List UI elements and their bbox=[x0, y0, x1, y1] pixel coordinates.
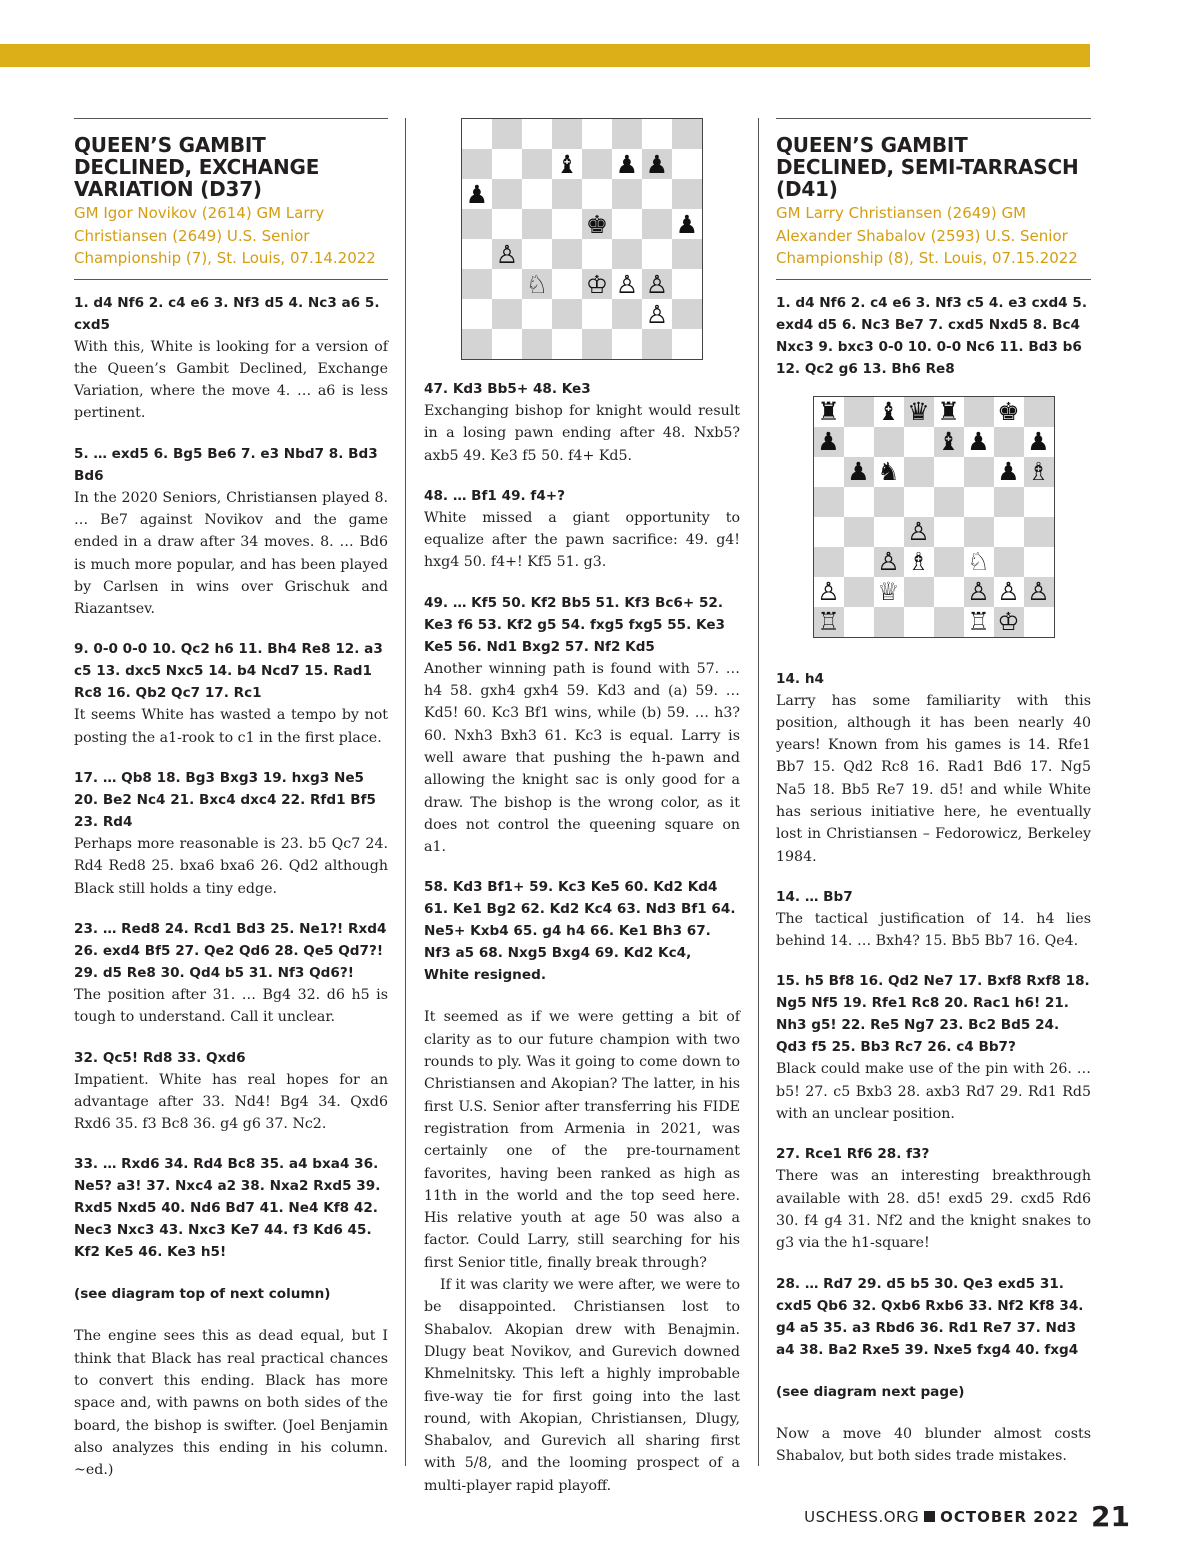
game-players: GM Igor Novikov (2614) GM Larry Christiansen (2649) U.S. Senior Championship (7), St. Louis, 07.14.2022 bbox=[74, 204, 376, 267]
chess-piece-square: ♙ bbox=[612, 269, 642, 299]
board-square bbox=[814, 487, 844, 517]
board-square bbox=[934, 607, 964, 637]
board-square bbox=[462, 239, 492, 269]
chess-piece-square: ♝ bbox=[552, 149, 582, 179]
board-square bbox=[904, 577, 934, 607]
board-square bbox=[672, 299, 702, 329]
board-square bbox=[1024, 397, 1054, 427]
move-sequence: 48. … Bf1 49. f4+? bbox=[424, 487, 566, 504]
column-2 bbox=[424, 118, 740, 1497]
board-square bbox=[642, 209, 672, 239]
move-sequence: 1. d4 Nf6 2. c4 e6 3. Nf3 c5 4. e3 cxd4 5. exd4 d5 6. Nc3 Be7 7. cxd5 Nxd5 8. Bc4 Nxc3 9. bxc3 0-0 10. 0-0 Nc6 11. Bd3 b6 12. Qc2 g6 13. Bh6 Re8 bbox=[776, 294, 1087, 377]
chess-piece-square: ♝ bbox=[874, 397, 904, 427]
chess-piece-square: ♟ bbox=[612, 149, 642, 179]
chess-piece-square: ♔ bbox=[582, 269, 612, 299]
board-square bbox=[874, 427, 904, 457]
chess-piece-square: ♚ bbox=[582, 209, 612, 239]
chess-piece-square: ♛ bbox=[904, 397, 934, 427]
board-square bbox=[1024, 547, 1054, 577]
chess-piece-square: ♘ bbox=[964, 547, 994, 577]
board-square bbox=[612, 119, 642, 149]
diagram-reference: (see diagram next page) bbox=[776, 1383, 965, 1400]
closing-note: Now a move 40 blunder almost costs Shabalov, but both sides trade mistakes. bbox=[776, 1425, 1091, 1464]
section-rule bbox=[776, 118, 1091, 119]
chess-piece-square: ♙ bbox=[642, 269, 672, 299]
board-square bbox=[844, 517, 874, 547]
footer-site: USCHESS.ORG bbox=[804, 1507, 920, 1526]
board-square bbox=[994, 517, 1024, 547]
board-square bbox=[672, 119, 702, 149]
board-square bbox=[1024, 487, 1054, 517]
board-square bbox=[934, 547, 964, 577]
board-square bbox=[552, 119, 582, 149]
move-sequence: 58. Kd3 Bf1+ 59. Kc3 Ke5 60. Kd2 Kd4 61. Ke1 Bg2 62. Kd2 Kc4 63. Nd3 Bf1 64. Ne5+ Kxb4 65. g4 h4 66. Ke1 Bh3 67. Nf3 a5 68. Nxg5 Bxg4 69. Kd2 Kc4, White resigned. bbox=[424, 879, 736, 984]
board-square bbox=[552, 269, 582, 299]
board-square bbox=[814, 457, 844, 487]
board-square bbox=[582, 149, 612, 179]
move-sequence: 1. d4 Nf6 2. c4 e6 3. Nf3 d5 4. Nc3 a6 5. cxd5 bbox=[74, 294, 380, 333]
board-square bbox=[582, 179, 612, 209]
board-square bbox=[522, 299, 552, 329]
board-square bbox=[844, 607, 874, 637]
board-square bbox=[844, 487, 874, 517]
board-square bbox=[612, 209, 642, 239]
report-paragraph: It seemed as if we were getting a bit of clarity as to our future champion with two rounds to ply. Was it going to come down to Christiansen and Akopian? The latter, in his first U.S. Senior after transferring his FIDE registration from Armenia in 2021, was certainly one of the pre-tournament favorites, having been ranked as high as 11th in the world and the top seed here. His relative youth at age 50 was also a factor. Could Larry, still searching for his first Senior title, finally break through? bbox=[424, 1009, 740, 1271]
board-square bbox=[642, 119, 672, 149]
board-square bbox=[964, 487, 994, 517]
chess-piece-square: ♙ bbox=[994, 577, 1024, 607]
board-square bbox=[934, 517, 964, 547]
chess-piece-square: ♝ bbox=[934, 427, 964, 457]
move-annotation: Impatient. White has real hopes for an advantage after 33. Nd4! Bg4 34. Qxd6 Rxd6 35. f3 Bc8 36. g4 g6 37. Nc2. bbox=[74, 1071, 388, 1133]
board-square bbox=[612, 179, 642, 209]
move-sequence: 49. … Kf5 50. Kf2 Bb5 51. Kf3 Bc6+ 52. Ke3 f6 53. Kf2 g5 54. fxg5 fxg5 55. Ke3 Ke5 56. Nd1 Bxg2 57. Nf2 Kd5 bbox=[424, 594, 725, 655]
board-square bbox=[964, 397, 994, 427]
board-square bbox=[552, 179, 582, 209]
board-square bbox=[462, 299, 492, 329]
board-square bbox=[934, 457, 964, 487]
board-square bbox=[904, 607, 934, 637]
move-sequence: 14. h4 bbox=[776, 670, 824, 687]
chess-piece-square: ♙ bbox=[964, 577, 994, 607]
board-square bbox=[994, 487, 1024, 517]
board-square bbox=[522, 329, 552, 359]
move-sequence: 9. 0-0 0-0 10. Qc2 h6 11. Bh4 Re8 12. a3 c5 13. dxc5 Nxc5 14. b4 Ncd7 15. Rad1 Rc8 16. Qb2 Qc7 17. Rc1 bbox=[74, 641, 383, 702]
chess-piece-square: ♜ bbox=[814, 397, 844, 427]
chess-piece-square: ♙ bbox=[1024, 577, 1054, 607]
board-square bbox=[874, 607, 904, 637]
move-sequence: 14. … Bb7 bbox=[776, 888, 853, 905]
board-square bbox=[672, 149, 702, 179]
move-annotation: With this, White is looking for a version of the Queen’s Gambit Declined, Exchange Variation, where the move 4. … a6 is less pertinent. bbox=[74, 338, 388, 422]
board-square bbox=[844, 427, 874, 457]
board-square bbox=[1024, 607, 1054, 637]
chess-piece-square: ♟ bbox=[964, 427, 994, 457]
board-square bbox=[672, 239, 702, 269]
chess-piece-square: ♘ bbox=[522, 269, 552, 299]
move-sequence: 15. h5 Bf8 16. Qd2 Ne7 17. Bxf8 Rxf8 18. Ng5 Nf5 19. Rfe1 Rc8 20. Rac1 h6! 21. Nh3 g5! 22. Re5 Ng7 23. Bc2 Bd5 24. Qd3 f5 25. Bb3 Rc7 26. c4 Bb7? bbox=[776, 973, 1090, 1056]
board-square bbox=[492, 119, 522, 149]
board-square bbox=[522, 239, 552, 269]
board-square bbox=[582, 239, 612, 269]
move-annotation: Larry has some familiarity with this position, although it has been nearly 40 years! Known from his games is 14. Rfe1 Bb7 15. Qd2 Rc8 16. Rad1 Bd6 17. Ng5 Na5 18. Bb5 Re7 19. d5! and while White has serious initiative here, he eventually lost in Christiansen – Fedorowicz, Berkeley 1984. bbox=[776, 692, 1091, 865]
report-paragraph: If it was clarity we were after, we were to be disappointed. Christiansen lost to Shabalov. Akopian drew with Benajmin. Dlugy beat Novikov, and Gurevich downed Khmelnitsky. This left a highly improbable five-way tie for first going into the last round, with Akopian, Christiansen, Dlugy, Shabalov, and Gurevich all sharing first with 5/8, and the looming prospect of a multi-player rapid playoff. bbox=[424, 1277, 740, 1494]
board-square bbox=[904, 427, 934, 457]
board-square bbox=[844, 547, 874, 577]
board-square bbox=[844, 577, 874, 607]
board-square bbox=[552, 299, 582, 329]
board-square bbox=[462, 209, 492, 239]
move-annotation: Exchanging bishop for knight would result in a losing pawn ending after 48. Nxb5? axb5 49. Ke3 f5 50. f4+ Kd5. bbox=[424, 403, 740, 464]
board-square bbox=[874, 487, 904, 517]
board-square bbox=[874, 517, 904, 547]
board-square bbox=[522, 179, 552, 209]
board-square bbox=[934, 487, 964, 517]
board-square bbox=[492, 299, 522, 329]
board-square bbox=[994, 427, 1024, 457]
move-annotation: The tactical justification of 14. h4 lies behind 14. … Bxh4? 15. Bb5 Bb7 16. Qe4. bbox=[776, 910, 1091, 950]
move-sequence: 28. … Rd7 29. d5 b5 30. Qe3 exd5 31. cxd5 Qb6 32. Qxb6 Rxb6 33. Nf2 Kf8 34. g4 a5 35. a3 Rbd6 36. Rd1 Re7 37. Nd3 a4 38. Ba2 Rxe5 39. Nxe5 fxg4 40. fxg4 bbox=[776, 1275, 1084, 1358]
board-square bbox=[552, 329, 582, 359]
board-square bbox=[612, 329, 642, 359]
column-3 bbox=[776, 118, 1091, 1485]
chess-piece-square: ♚ bbox=[994, 397, 1024, 427]
board-square bbox=[642, 179, 672, 209]
board-square bbox=[492, 269, 522, 299]
board-square bbox=[582, 119, 612, 149]
board-square bbox=[612, 299, 642, 329]
game-title: QUEEN’S GAMBIT DECLINED, EXCHANGE VARIATION (D37) bbox=[74, 133, 320, 201]
chess-piece-square: ♞ bbox=[874, 457, 904, 487]
board-square bbox=[934, 577, 964, 607]
move-sequence: 17. … Qb8 18. Bg3 Bxg3 19. hxg3 Ne5 20. Be2 Nc4 21. Bxc4 dxc4 22. Rfd1 Bf5 23. Rd4 bbox=[74, 770, 377, 831]
move-sequence: 32. Qc5! Rd8 33. Qxd6 bbox=[74, 1049, 246, 1066]
board-square bbox=[904, 487, 934, 517]
header-accent-bar bbox=[0, 44, 1090, 67]
chess-piece-square: ♟ bbox=[642, 149, 672, 179]
board-square bbox=[492, 209, 522, 239]
board-square bbox=[522, 119, 552, 149]
chess-piece-square: ♟ bbox=[672, 209, 702, 239]
game-title: QUEEN’S GAMBIT DECLINED, SEMI-TARRASCH (D41) bbox=[776, 133, 1079, 201]
move-annotation: In the 2020 Seniors, Christiansen played 8. … Be7 against Novikov and the game ended in a draw after 34 moves. 8. … Bd6 is much more popular, and has been played by Carlsen in wins over Grischuk and Riazantsev. bbox=[74, 489, 388, 618]
chess-piece-square: ♔ bbox=[994, 607, 1024, 637]
board-square bbox=[582, 329, 612, 359]
chess-piece-square: ♖ bbox=[964, 607, 994, 637]
board-square bbox=[492, 179, 522, 209]
board-square bbox=[642, 329, 672, 359]
footer-issue: OCTOBER 2022 bbox=[940, 1507, 1080, 1526]
board-square bbox=[492, 329, 522, 359]
annotation-list bbox=[776, 668, 1091, 1381]
board-square bbox=[462, 149, 492, 179]
board-square bbox=[994, 547, 1024, 577]
board-square bbox=[522, 149, 552, 179]
board-square bbox=[964, 517, 994, 547]
move-sequence: 27. Rce1 Rf6 28. f3? bbox=[776, 1146, 930, 1163]
board-square bbox=[642, 239, 672, 269]
board-square bbox=[552, 239, 582, 269]
move-sequence: 5. … exd5 6. Bg5 Be6 7. e3 Nbd7 8. Bd3 Bd6 bbox=[74, 445, 378, 484]
annotation-list bbox=[74, 292, 388, 1284]
chess-piece-square: ♟ bbox=[814, 427, 844, 457]
move-annotation: The position after 31. … Bg4 32. d6 h5 is tough to understand. Call it unclear. bbox=[74, 986, 388, 1026]
move-annotation: Another winning path is found with 57. … h4 58. gxh4 gxh4 59. Kd3 and (a) 59. … Kd5! 60. Kc3 Bf1 wins, while (b) 59. … h3? 60. Nxh3 Bxh3 61. Kc3 is equal. Larry is well aware that pushing the h-pawn and allowing the knight sac is only good for a draw. The bishop is the wrong color, as it does not control the queening square on a1. bbox=[424, 660, 740, 856]
chess-piece-square: ♕ bbox=[874, 577, 904, 607]
column-1 bbox=[74, 118, 388, 1500]
chess-piece-square: ♙ bbox=[814, 577, 844, 607]
page-footer bbox=[804, 1500, 1130, 1533]
closing-note: The engine sees this as dead equal, but I think that Black has real practical chances to convert this ending. Black has more space and, with pawns on both sides of the board, the bishop is swifter. (Joel Benjamin also analyzes this ending in his column. ~ed.) bbox=[74, 1328, 388, 1479]
column-divider bbox=[405, 118, 406, 1466]
diagram-reference: (see diagram top of next column) bbox=[74, 1286, 331, 1303]
board-square bbox=[462, 329, 492, 359]
annotation-list bbox=[424, 378, 740, 1006]
chess-piece-square: ♟ bbox=[462, 179, 492, 209]
move-sequence: 33. … Rxd6 34. Rd4 Bc8 35. a4 bxa4 36. Ne5? a3! 37. Nxc4 a2 38. Nxa2 Rxd5 39. Rxd5 Nxd5 40. Nd6 Bd7 41. Ne4 Kf8 42. Nec3 Nxc3 43. Nxc3 Ke7 44. f3 Kd6 45. Kf2 Ke5 46. Ke3 h5! bbox=[74, 1156, 381, 1261]
board-square bbox=[582, 299, 612, 329]
page-number: 21 bbox=[1091, 1500, 1130, 1533]
chess-diagram bbox=[461, 118, 703, 360]
chess-piece-square: ♗ bbox=[1024, 457, 1054, 487]
chess-piece-square: ♟ bbox=[844, 457, 874, 487]
section-rule bbox=[74, 118, 388, 119]
board-square bbox=[672, 179, 702, 209]
chess-piece-square: ♟ bbox=[1024, 427, 1054, 457]
move-annotation: White missed a giant opportunity to equalize after the pawn sacrifice: 49. g4! hxg4 50. f4+! Kf5 51. g3. bbox=[424, 509, 740, 571]
square-bullet-icon bbox=[924, 1511, 935, 1522]
board-square bbox=[844, 397, 874, 427]
move-annotation: There was an interesting breakthrough available with 28. d5! exd5 29. cxd5 Rd6 30. f4 g4 31. Nf2 and the knight snakes to g3 via the h1-square! bbox=[776, 1168, 1091, 1252]
board-square bbox=[672, 269, 702, 299]
board-square bbox=[462, 269, 492, 299]
section-rule bbox=[74, 279, 388, 280]
move-annotation: It seems White has wasted a tempo by not posting the a1-rook to c1 in the first place. bbox=[74, 707, 388, 746]
board-square bbox=[964, 457, 994, 487]
move-annotation: Black could make use of the pin with 26. … b5! 27. c5 Bxb3 28. axb3 Rd7 29. Rd1 Rd5 with an unclear position. bbox=[776, 1061, 1091, 1123]
chess-diagram bbox=[813, 396, 1055, 638]
chess-piece-square: ♟ bbox=[994, 457, 1024, 487]
board-square bbox=[814, 517, 844, 547]
board-square bbox=[904, 457, 934, 487]
move-annotation: Perhaps more reasonable is 23. b5 Qc7 24. Rd4 Red8 25. bxa6 bxa6 26. Qd2 although Black still holds a tiny edge. bbox=[74, 836, 388, 897]
move-sequence: 23. … Red8 24. Rcd1 Bd3 25. Ne1?! Rxd4 26. exd4 Bf5 27. Qe2 Qd6 28. Qe5 Qd7?! 29. d5 Re8 30. Qd4 b5 31. Nf3 Qd6?! bbox=[74, 920, 387, 981]
board-square bbox=[1024, 517, 1054, 547]
column-divider bbox=[758, 118, 759, 1466]
board-square bbox=[672, 329, 702, 359]
board-square bbox=[462, 119, 492, 149]
board-square bbox=[552, 209, 582, 239]
board-square bbox=[612, 239, 642, 269]
move-sequence: 47. Kd3 Bb5+ 48. Ke3 bbox=[424, 381, 591, 397]
chess-piece-square: ♖ bbox=[814, 607, 844, 637]
chess-piece-square: ♙ bbox=[642, 299, 672, 329]
chess-piece-square: ♜ bbox=[934, 397, 964, 427]
board-square bbox=[814, 547, 844, 577]
chess-piece-square: ♙ bbox=[492, 239, 522, 269]
chess-piece-square: ♙ bbox=[874, 547, 904, 577]
chess-piece-square: ♙ bbox=[904, 517, 934, 547]
board-square bbox=[522, 209, 552, 239]
game-players: GM Larry Christiansen (2649) GM Alexander Shabalov (2593) U.S. Senior Championship (8), St. Louis, 07.15.2022 bbox=[776, 204, 1078, 267]
chess-piece-square: ♗ bbox=[904, 547, 934, 577]
board-square bbox=[492, 149, 522, 179]
section-rule bbox=[776, 279, 1091, 280]
